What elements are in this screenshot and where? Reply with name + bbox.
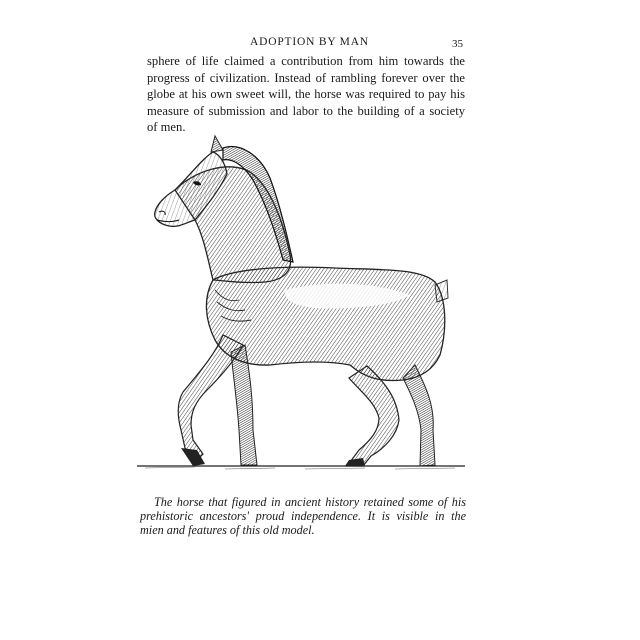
- caption-line: The horse that figured in ancient history retained some of his: [154, 495, 466, 509]
- body-line: progress of civilization. Instead of rambling forever over the: [147, 70, 465, 85]
- body-line: globe at his own sweet will, the horse was required to pay his: [147, 87, 465, 102]
- horse-statue-icon: [135, 130, 470, 485]
- page-number: 35: [452, 38, 463, 50]
- body-paragraph: [147, 53, 465, 136]
- figure-caption: [140, 495, 466, 538]
- caption-line: prehistoric ancestors' proud independence. It is visible in the: [140, 509, 466, 524]
- body-line: sphere of life claimed a contribution from him towards the: [147, 54, 465, 68]
- body-line: of men.: [147, 120, 186, 135]
- body-line: measure of submission and labor to the building of a society: [147, 103, 465, 118]
- running-title: ADOPTION BY MAN: [250, 36, 369, 48]
- caption-line: mien and features of this old model.: [140, 523, 315, 538]
- horse-illustration: [135, 130, 470, 485]
